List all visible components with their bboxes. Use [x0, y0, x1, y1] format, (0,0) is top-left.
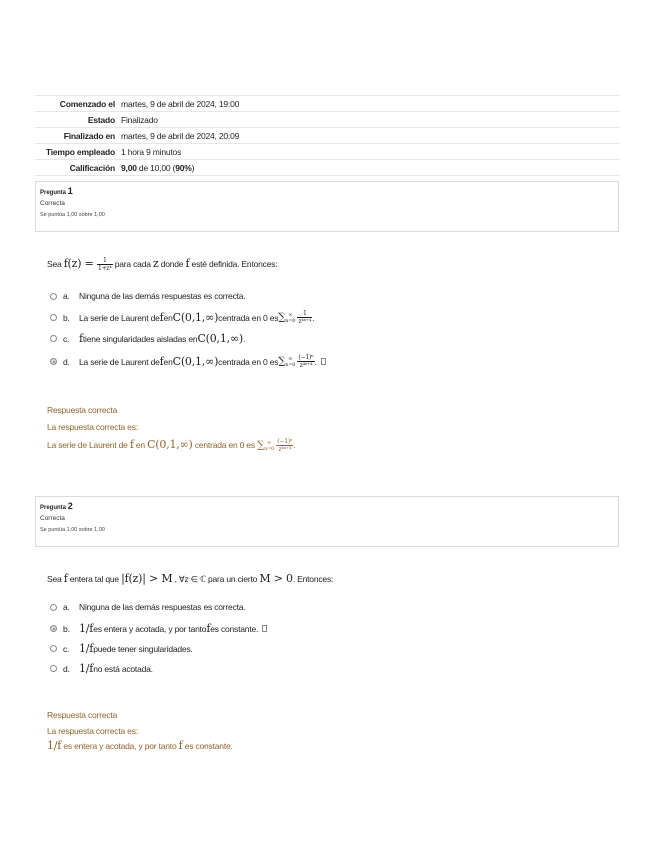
attempt-summary — [35, 95, 620, 176]
option-text: . — [314, 356, 317, 367]
q1-option-d[interactable] — [50, 354, 326, 369]
summary-value: martes, 9 de abril de 2024, 20:09 — [121, 130, 240, 141]
sigma-symbol: ∑ — [278, 312, 286, 323]
question-grade: Se puntúa 1,00 sobre 1,00 — [40, 212, 105, 218]
grade-score: 9,00 — [121, 162, 137, 173]
q2-option-b[interactable] — [50, 622, 267, 635]
feedback-math: C(0,1,∞) — [147, 438, 193, 451]
option-text: es entera y acotada, y por tanto — [93, 623, 207, 634]
option-letter: b. — [63, 312, 70, 323]
option-text: Ninguna de las demás respuestas es correcta. — [79, 602, 246, 612]
option-math: C(0,1,∞) — [172, 355, 219, 368]
summary-key: Calificación — [69, 162, 115, 173]
feedback-math: f — [129, 438, 134, 451]
frac-den: z⁴ⁿ⁺⁴ — [299, 362, 313, 369]
sum-top: ∞ — [288, 355, 293, 362]
option-math: C(0,1,∞) — [172, 311, 219, 324]
option-text: . — [243, 333, 246, 344]
qtext-math: z — [152, 257, 159, 270]
grade-close: ) — [191, 162, 195, 173]
qtext-math: |f(z)| > M — [121, 572, 173, 585]
summary-row-time — [35, 143, 620, 159]
feedback-text: es entera y acotada, y por tanto — [61, 741, 179, 751]
option-text: centrada en 0 es — [218, 356, 279, 367]
option-text: . — [312, 312, 315, 323]
option-math: f — [159, 355, 164, 368]
option-letter: c. — [63, 643, 70, 654]
question-num: 1 — [67, 186, 73, 196]
q2-option-d[interactable] — [50, 662, 153, 675]
frac-num: 1 — [297, 310, 312, 318]
radio-button[interactable] — [50, 314, 57, 321]
frac-den: z⁴ⁿ⁺⁴ — [298, 318, 312, 325]
summary-key: Estado — [87, 114, 115, 125]
feedback-text: . — [293, 440, 296, 450]
question-state: Correcta — [40, 515, 65, 522]
question-1-text — [47, 257, 277, 272]
summary-value: 1 hora 9 minutos — [121, 146, 182, 157]
option-math: f — [79, 332, 83, 345]
summary-row-grade — [35, 159, 620, 176]
q2-feedback-title: Respuesta correcta — [47, 710, 118, 720]
option-letter: d. — [63, 356, 70, 367]
question-1-info — [35, 181, 619, 232]
question-num: 2 — [67, 501, 73, 511]
option-letter: d. — [63, 663, 70, 674]
frac-den: 1+z⁴ — [97, 265, 112, 273]
qtext-part: donde — [158, 259, 186, 269]
qtext-math: M > 0 — [259, 572, 293, 585]
q2-option-c[interactable] — [50, 642, 193, 655]
qtext-math: f(z) = — [63, 257, 97, 270]
qtext-part: entera tal que — [67, 574, 122, 584]
radio-button[interactable] — [50, 604, 57, 611]
question-number — [40, 501, 614, 513]
feedback-math: f — [178, 739, 183, 752]
radio-button[interactable] — [50, 335, 57, 342]
feedback-text: en — [133, 440, 148, 450]
summary-key: Tiempo empleado — [45, 146, 115, 157]
option-math: 1/f — [79, 622, 94, 635]
option-text: La serie de Laurent de — [79, 312, 160, 323]
summary-row-state — [35, 111, 620, 127]
qtext-part: Sea — [47, 574, 64, 584]
q2-feedback-answer — [47, 739, 233, 752]
q1-option-a[interactable] — [50, 291, 246, 301]
frac-den: z⁴ⁿ⁺⁴ — [278, 446, 292, 454]
summary-value: martes, 9 de abril de 2024, 19:00 — [121, 98, 240, 109]
question-label: Pregunta — [40, 190, 67, 196]
summary-value — [121, 163, 194, 173]
feedback-text: La serie de Laurent de — [47, 440, 130, 450]
feedback-text: centrada en 0 es — [192, 440, 258, 450]
qtext-math: f — [63, 572, 68, 585]
q1-option-c[interactable] — [50, 332, 245, 345]
option-letter: a. — [63, 291, 70, 301]
question-2-info — [35, 496, 619, 547]
option-text: no está acotada. — [93, 663, 153, 674]
option-text: puede tener singularidades. — [93, 643, 193, 654]
radio-button-selected[interactable] — [50, 625, 57, 632]
radio-button-selected[interactable] — [50, 358, 57, 365]
q1-option-b[interactable] — [50, 310, 314, 325]
qtext-fraction — [97, 257, 113, 272]
question-number — [40, 186, 614, 198]
option-letter: b. — [63, 623, 70, 634]
sum-limits — [285, 356, 295, 368]
q1-feedback-answer — [47, 438, 296, 453]
sum-top: ∞ — [267, 439, 272, 446]
option-text: es constante. — [210, 623, 259, 634]
option-math: 1/f — [79, 662, 94, 675]
radio-button[interactable] — [50, 645, 57, 652]
option-fraction — [297, 354, 314, 369]
grade-percent: 90% — [175, 162, 192, 173]
summary-key: Finalizado en — [63, 130, 115, 141]
q2-option-a[interactable] — [50, 602, 246, 612]
frac-num: 1 — [97, 257, 113, 265]
option-text: en — [163, 312, 173, 323]
radio-button[interactable] — [50, 293, 57, 300]
feedback-fraction — [276, 438, 296, 454]
summary-row-finished — [35, 127, 620, 143]
correct-mark-icon — [321, 358, 326, 365]
radio-button[interactable] — [50, 665, 57, 672]
q2-feedback-intro: La respuesta correcta es: — [47, 726, 138, 736]
qtext-part: . Entonces: — [292, 574, 334, 584]
grade-total: de 10,00 ( — [136, 162, 176, 173]
option-fraction — [297, 310, 315, 325]
option-math: C(0,1,∞) — [197, 332, 244, 345]
sum-top: ∞ — [288, 311, 293, 318]
sum-bot: n=0 — [285, 361, 296, 368]
question-grade: Se puntúa 1,00 sobre 1,00 — [40, 527, 105, 533]
frac-num: (−1)ⁿ — [298, 354, 314, 361]
feedback-text: es constante. — [182, 741, 233, 751]
qtext-math: f — [185, 257, 190, 270]
question-2-text — [47, 572, 333, 585]
summary-value: Finalizado — [121, 114, 158, 125]
option-text: en — [163, 356, 173, 367]
option-text: centrada en 0 es — [218, 312, 279, 323]
option-text: Ninguna de las demás respuestas es correcta. — [79, 291, 246, 301]
sigma-symbol: ∑ — [257, 440, 265, 451]
option-text: La serie de Laurent de — [79, 356, 160, 367]
option-math: 1/f — [79, 642, 94, 655]
frac-num: (−1)ⁿ — [277, 438, 293, 446]
q1-feedback-title: Respuesta correcta — [47, 405, 118, 415]
qtext-part: para cada — [112, 259, 153, 269]
qtext-part: , ∀z ∈ ℂ para un cierto — [172, 574, 260, 584]
sum-limits — [285, 312, 295, 324]
correct-mark-icon — [262, 625, 267, 632]
q1-feedback-intro: La respuesta correcta es: — [47, 422, 138, 432]
option-letter: c. — [63, 333, 70, 344]
summary-row-started — [35, 95, 620, 111]
summary-key: Comenzado el — [59, 98, 115, 109]
option-math: f — [206, 622, 211, 635]
question-state: Correcta — [40, 200, 65, 207]
sum-limits — [264, 440, 274, 452]
qtext-part: esté definida. Entonces: — [189, 259, 278, 269]
sum-bot: n=0 — [264, 445, 275, 452]
feedback-math: 1/f — [47, 739, 62, 752]
option-text: tiene singularidades aisladas en — [82, 333, 198, 344]
sigma-symbol: ∑ — [278, 356, 286, 367]
qtext-part: Sea — [47, 259, 64, 269]
sum-bot: n=0 — [285, 317, 296, 324]
question-label: Pregunta — [40, 505, 67, 511]
option-math: f — [159, 311, 164, 324]
option-letter: a. — [63, 602, 70, 612]
